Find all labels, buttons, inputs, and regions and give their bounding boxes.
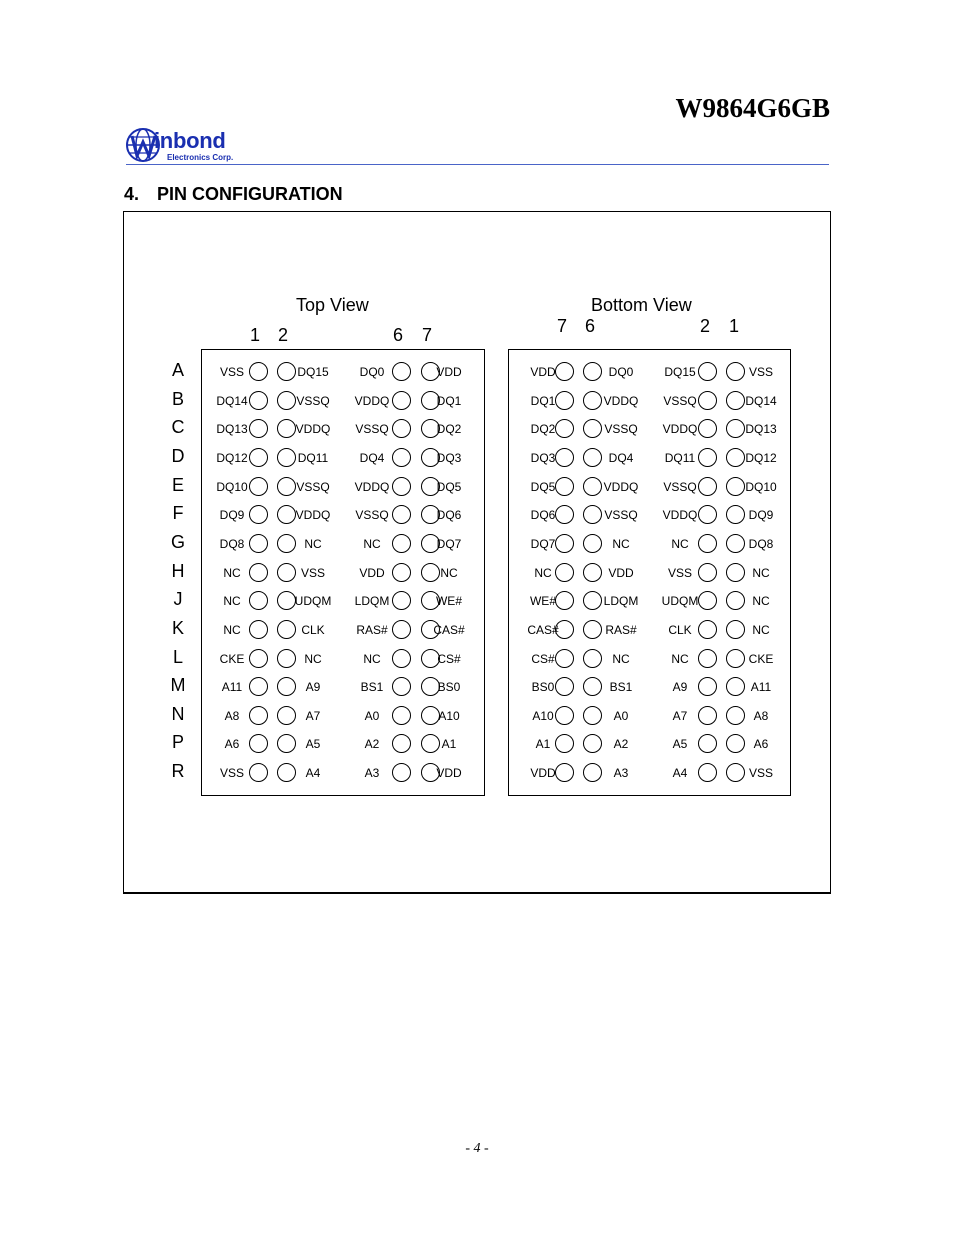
winbond-logo [126,126,256,166]
pin-label: NC [363,536,381,551]
pin-label: VSSQ [663,479,697,494]
document-title: W9864G6GB [675,93,830,123]
pin-label: DQ13 [216,422,248,437]
row-letter: E [171,474,184,495]
solder-ball [583,677,602,696]
pin-label: VSS [748,365,773,379]
row-letter: D [171,445,185,466]
pin-label: A5 [305,737,321,752]
top-col-number: 7 [422,325,433,345]
solder-ball [392,763,411,782]
pin-label: DQ12 [216,450,248,465]
pin-label: VDDQ [603,479,639,494]
top-view-ball-grid [201,349,485,796]
pin-label: A5 [672,737,688,752]
pin-label: VSSQ [663,393,697,408]
solder-ball [698,534,717,553]
pin-label: A0 [613,708,629,723]
solder-ball [583,391,602,410]
solder-ball [698,419,717,438]
pin-label: DQ1 [436,393,462,408]
pin-label: DQ9 [748,508,774,523]
page-number: - 4 - [465,1141,489,1156]
solder-ball [698,706,717,725]
solder-ball [583,362,602,381]
solder-ball [392,448,411,467]
pin-label: A10 [438,708,460,723]
solder-ball [698,591,717,610]
pin-label: DQ8 [219,536,245,551]
solder-ball [698,477,717,496]
pin-label: VSSQ [355,508,389,523]
pin-label: DQ10 [216,479,248,494]
row-letter: M [170,675,186,696]
top-col-number: 1 [250,325,261,345]
solder-ball [583,649,602,668]
solder-ball [392,620,411,639]
pin-label: A4 [305,766,321,781]
pin-label: BS1 [360,680,384,695]
solder-ball [583,763,602,782]
solder-ball [583,534,602,553]
pin-label: A0 [364,708,380,723]
pin-label: NC [752,622,770,637]
pin-label: A11 [221,680,243,695]
row-letter: G [170,531,185,552]
solder-ball [583,477,602,496]
pin-label: DQ7 [530,536,556,551]
pin-label: A8 [753,708,769,723]
bottom-col-number: 6 [585,316,596,336]
top-col-number: 2 [278,325,289,345]
bottom-col-number: 7 [557,316,568,336]
solder-ball [392,419,411,438]
pin-label: DQ4 [359,450,385,465]
pin-label: BS0 [437,680,461,695]
row-letter: P [171,732,184,753]
pin-label: DQ15 [664,365,696,379]
pin-label: A1 [441,737,457,752]
pin-label: RAS# [356,622,388,637]
pin-label: A1 [535,737,551,752]
solder-ball [698,677,717,696]
pin-label: LDQM [354,594,390,609]
pin-label: VDD [436,365,462,379]
pin-label: CKE [219,651,245,666]
pin-label: VSSQ [604,508,638,523]
pin-label: NC [223,622,241,637]
top-view-title: Top View [296,295,369,315]
top-col-number: 6 [393,325,404,345]
pin-label: WE# [435,594,462,609]
solder-ball [583,706,602,725]
pin-label: VDDQ [662,508,698,523]
pin-label: DQ15 [297,365,329,379]
pin-label: A10 [532,708,554,723]
pin-label: DQ7 [436,536,462,551]
pin-label: DQ12 [745,450,777,465]
pin-label: DQ2 [436,422,462,437]
pin-label: DQ11 [297,450,329,465]
solder-ball [698,620,717,639]
solder-ball [392,706,411,725]
pin-label: NC [304,651,322,666]
pin-label: A7 [672,708,688,723]
solder-ball [698,763,717,782]
pin-label: A4 [672,766,688,781]
solder-ball [392,677,411,696]
row-letter: R [171,761,185,782]
solder-ball [583,448,602,467]
pin-label: VDD [359,565,385,580]
pin-label: VSS [300,565,325,580]
pin-label: DQ6 [530,508,556,523]
pin-label: DQ1 [530,393,556,408]
pin-label: VSSQ [296,479,330,494]
solder-ball [698,734,717,753]
pin-label: A2 [364,737,380,752]
solder-ball [698,649,717,668]
pin-label: RAS# [605,622,637,637]
pin-label: A2 [613,737,629,752]
bottom-view-title: Bottom View [591,295,692,315]
pin-label: VSS [219,766,244,781]
pin-label: VSSQ [604,422,638,437]
solder-ball [583,734,602,753]
pin-label: VDD [436,766,462,781]
pin-label: VDDQ [603,393,639,408]
bottom-view-ball-grid [508,349,791,796]
section-number: 4. [124,184,140,204]
pin-label: NC [363,651,381,666]
pin-label: CS# [437,651,461,666]
pin-label: VDD [530,365,556,379]
pin-label: NC [752,594,770,609]
solder-ball [698,563,717,582]
pin-label: DQ3 [436,450,462,465]
pin-label: VDDQ [295,508,331,523]
solder-ball [392,563,411,582]
pin-label: DQ8 [748,536,774,551]
pin-label: VDDQ [662,422,698,437]
pin-label: DQ14 [216,393,248,408]
pin-label: VSS [748,766,773,781]
bottom-col-number: 2 [700,316,711,336]
solder-ball [583,505,602,524]
section-heading [124,184,343,205]
pin-label: VDDQ [295,422,331,437]
pin-label: A3 [613,766,629,781]
pin-label: DQ2 [530,422,556,437]
pin-label: NC [671,536,689,551]
pin-label: VDD [608,565,634,580]
pin-label: A6 [224,737,240,752]
solder-ball [698,391,717,410]
pin-label: UDQM [294,594,332,609]
pin-label: NC [304,536,322,551]
pin-label: A6 [753,737,769,752]
pin-label: A9 [305,680,321,695]
pin-label: DQ14 [745,393,777,408]
solder-ball [392,362,411,381]
pin-label: NC [223,594,241,609]
pin-label: CLK [301,622,325,637]
pin-label: CKE [748,651,774,666]
row-letter: J [173,589,183,610]
pin-label: DQ13 [745,422,777,437]
pin-label: CLK [668,622,692,637]
pin-label: DQ5 [530,479,556,494]
pin-label: VSSQ [296,393,330,408]
pin-label: NC [534,565,552,580]
pin-label: VSS [667,565,692,580]
logo-subtitle: Electronics Corp. [167,153,234,162]
row-letter: B [171,388,184,409]
pin-label: NC [612,536,630,551]
pin-label: NC [223,565,241,580]
header-rule [126,164,829,165]
solder-ball [392,649,411,668]
pin-label: DQ4 [608,450,634,465]
pin-label: DQ0 [608,365,634,379]
pin-label: VDDQ [354,479,390,494]
solder-ball [392,534,411,553]
row-letter: A [171,360,184,380]
solder-ball [698,362,717,381]
row-letter: N [171,703,185,724]
solder-ball [583,563,602,582]
logo-wordmark: inbond [154,128,226,153]
bottom-col-number: 1 [729,316,740,336]
section-title: PIN CONFIGURATION [157,184,343,204]
pin-label: BS0 [531,680,555,695]
solder-ball [583,591,602,610]
pin-label: NC [671,651,689,666]
pin-label: NC [752,565,770,580]
row-letter: F [172,503,184,524]
solder-ball [392,477,411,496]
solder-ball [583,620,602,639]
row-letter: L [172,646,183,667]
pin-label: DQ3 [530,450,556,465]
solder-ball [392,591,411,610]
pin-label: A3 [364,766,380,781]
solder-ball [698,448,717,467]
pin-label: A11 [750,680,772,695]
row-letter: C [171,417,185,438]
solder-ball [583,419,602,438]
pin-label: DQ5 [436,479,462,494]
pin-label: NC [440,565,458,580]
pin-label: A8 [224,708,240,723]
pin-label: UDQM [661,594,699,609]
pin-label: CAS# [433,622,465,637]
solder-ball [698,505,717,524]
pin-label: DQ10 [745,479,777,494]
solder-ball [392,505,411,524]
pin-label: CS# [531,651,555,666]
pin-label: A9 [672,680,688,695]
pin-label: DQ11 [664,450,696,465]
pin-label: VDD [530,766,556,781]
pin-label: VSS [219,365,244,379]
pin-label: DQ9 [219,508,245,523]
solder-ball [392,734,411,753]
pin-label: LDQM [603,594,639,609]
solder-ball [392,391,411,410]
pin-label: VSSQ [355,422,389,437]
row-letter: H [171,560,185,581]
pin-label: NC [612,651,630,666]
pin-label: BS1 [609,680,633,695]
pin-label: VDDQ [354,393,390,408]
pin-label: A7 [305,708,321,723]
pin-label: CAS# [527,622,559,637]
row-letter: K [171,617,184,638]
pin-label: DQ6 [436,508,462,523]
pin-label: WE# [529,594,556,609]
pin-label: DQ0 [359,365,385,379]
